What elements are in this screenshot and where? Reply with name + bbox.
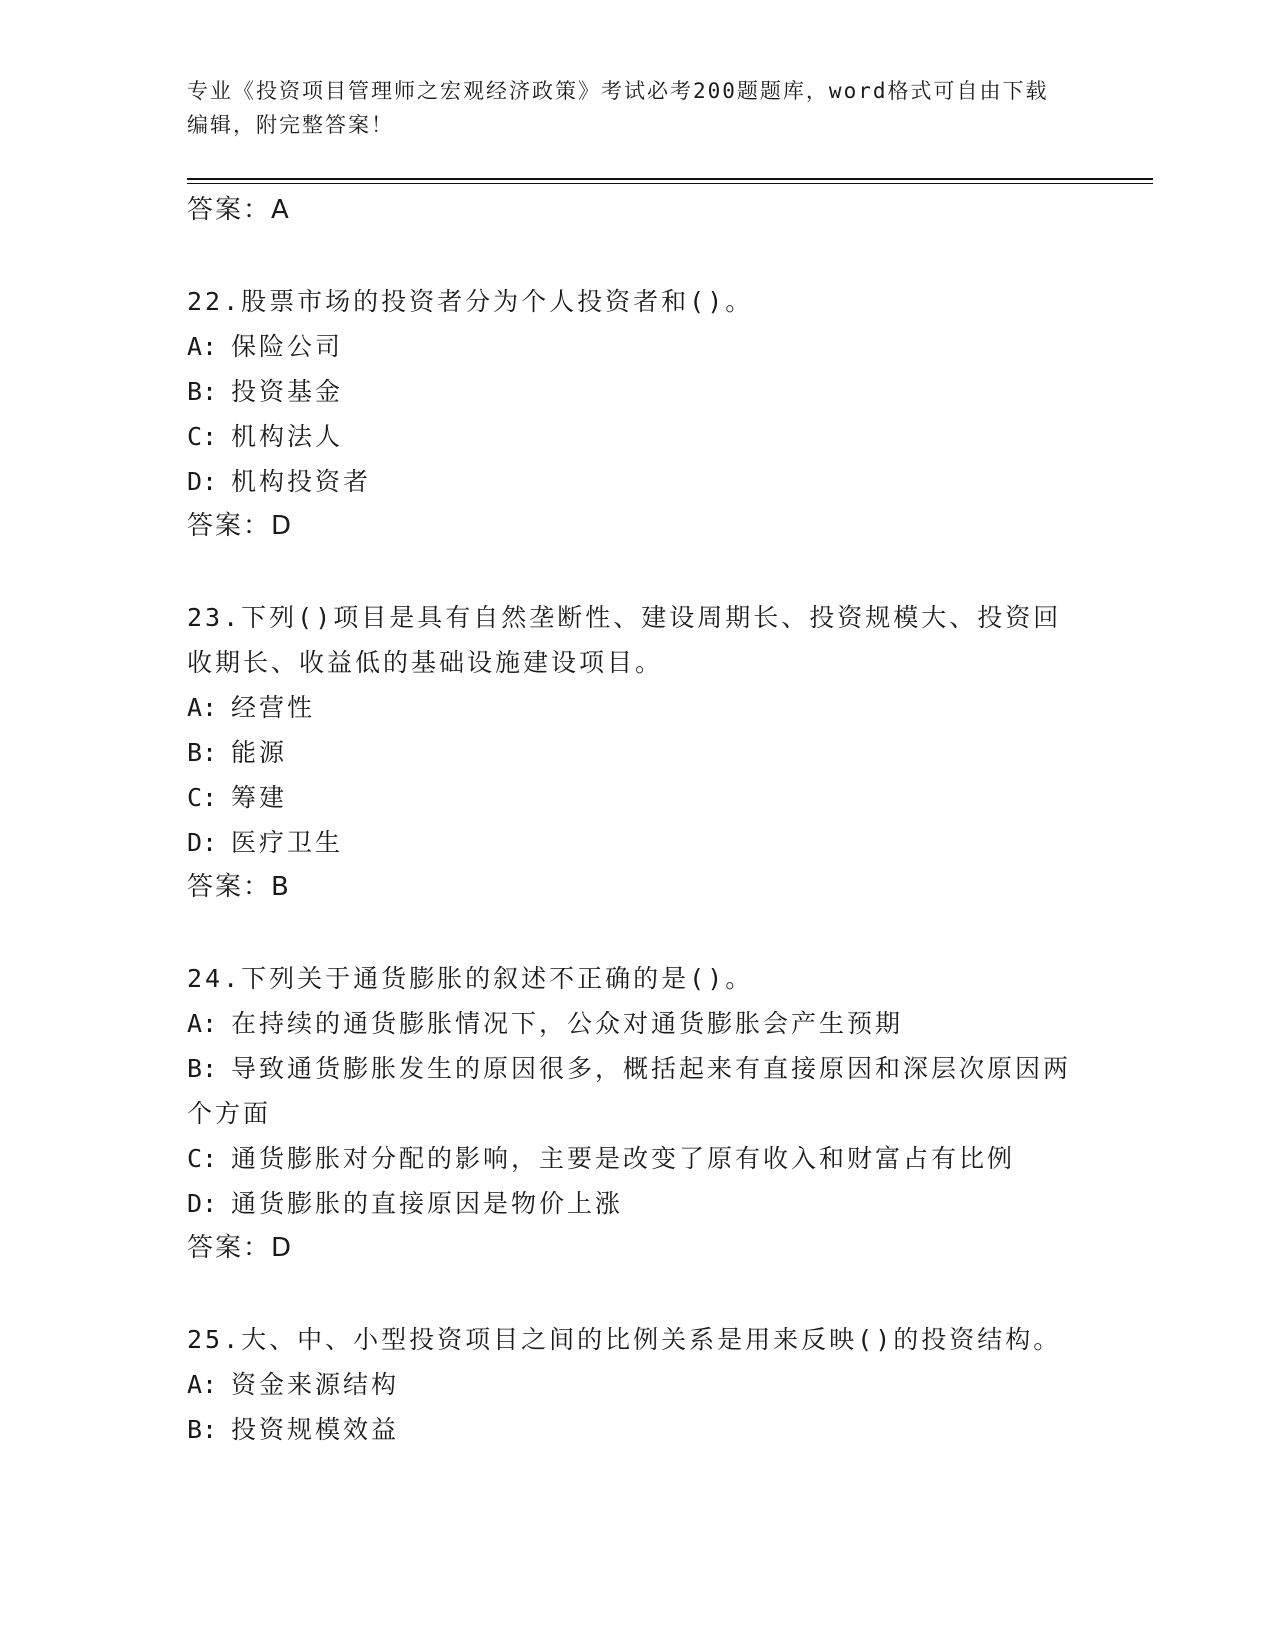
option-d bbox=[187, 820, 1087, 865]
option-text: 保险公司 bbox=[231, 332, 344, 361]
option-letter: A: bbox=[187, 1009, 218, 1038]
option-letter: D: bbox=[187, 1189, 218, 1218]
answer-label: 答案： bbox=[187, 872, 272, 902]
answer-label: 答案： bbox=[187, 195, 272, 225]
option-letter: A: bbox=[187, 693, 218, 722]
header-divider-thick bbox=[187, 178, 1153, 180]
answer-line bbox=[187, 188, 1087, 233]
spacer bbox=[187, 1271, 1087, 1317]
option-letter: C: bbox=[187, 422, 218, 451]
option-d bbox=[187, 459, 1087, 504]
answer-line bbox=[187, 865, 1087, 910]
option-text: 机构法人 bbox=[231, 422, 344, 451]
option-text: 通货膨胀的直接原因是物价上涨 bbox=[231, 1189, 624, 1218]
header-divider-thin bbox=[187, 183, 1153, 184]
question-text: 22.股票市场的投资者分为个人投资者和()。 bbox=[187, 287, 754, 316]
option-text: 导致通货膨胀发生的原因很多，概括起来有直接原因和深层次原因两个方面 bbox=[187, 1054, 1072, 1128]
answer-value: B bbox=[271, 872, 291, 902]
option-text: 经营性 bbox=[231, 693, 316, 722]
option-c bbox=[187, 1136, 1087, 1181]
option-text: 筹建 bbox=[231, 783, 288, 812]
option-b bbox=[187, 369, 1087, 414]
option-letter: D: bbox=[187, 467, 218, 496]
option-letter: B: bbox=[187, 377, 218, 406]
option-letter: B: bbox=[187, 1054, 218, 1083]
option-text: 投资基金 bbox=[231, 377, 344, 406]
option-letter: C: bbox=[187, 1144, 218, 1173]
option-b bbox=[187, 1407, 1087, 1452]
option-letter: A: bbox=[187, 1370, 218, 1399]
answer-value: A bbox=[271, 195, 291, 225]
option-d bbox=[187, 1181, 1087, 1226]
question-text: 24.下列关于通货膨胀的叙述不正确的是()。 bbox=[187, 964, 754, 993]
answer-value: D bbox=[271, 1233, 294, 1263]
question-text: 23.下列()项目是具有自然垄断性、建设周期长、投资规模大、投资回收期长、收益低的基础设施建设项目。 bbox=[187, 603, 1062, 677]
option-text: 通货膨胀对分配的影响，主要是改变了原有收入和财富占有比例 bbox=[231, 1144, 1016, 1173]
option-b bbox=[187, 730, 1087, 775]
spacer bbox=[187, 233, 1087, 279]
option-letter: D: bbox=[187, 828, 218, 857]
option-c bbox=[187, 775, 1087, 820]
option-text: 医疗卫生 bbox=[231, 828, 344, 857]
spacer bbox=[187, 549, 1087, 595]
option-b bbox=[187, 1046, 1087, 1136]
spacer bbox=[187, 910, 1087, 956]
option-text: 机构投资者 bbox=[231, 467, 372, 496]
option-letter: C: bbox=[187, 783, 218, 812]
question-list bbox=[187, 188, 1087, 1452]
option-a bbox=[187, 1362, 1087, 1407]
option-a bbox=[187, 685, 1087, 730]
option-text: 能源 bbox=[231, 738, 288, 767]
option-a bbox=[187, 324, 1087, 369]
option-text: 资金来源结构 bbox=[231, 1370, 400, 1399]
option-c bbox=[187, 414, 1087, 459]
option-letter: A: bbox=[187, 332, 218, 361]
option-text: 投资规模效益 bbox=[231, 1415, 400, 1444]
header-note: 专业《投资项目管理师之宏观经济政策》考试必考200题题库，word格式可自由下载编辑，附完整答案！ bbox=[187, 79, 1049, 137]
answer-line bbox=[187, 504, 1087, 549]
option-letter: B: bbox=[187, 738, 218, 767]
answer-label: 答案： bbox=[187, 1233, 272, 1263]
answer-value: D bbox=[271, 511, 294, 541]
option-a bbox=[187, 1001, 1087, 1046]
option-text: 在持续的通货膨胀情况下，公众对通货膨胀会产生预期 bbox=[231, 1009, 904, 1038]
question-text: 25.大、中、小型投资项目之间的比例关系是用来反映()的投资结构。 bbox=[187, 1325, 1062, 1354]
option-letter: B: bbox=[187, 1415, 218, 1444]
answer-line bbox=[187, 1226, 1087, 1271]
answer-label: 答案： bbox=[187, 511, 272, 541]
